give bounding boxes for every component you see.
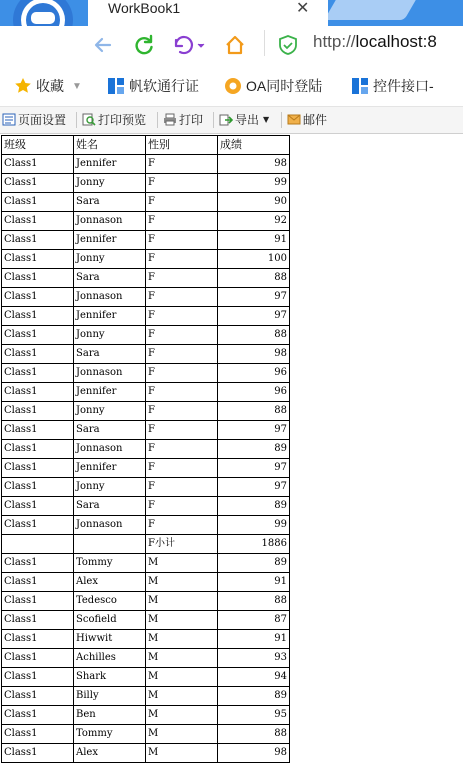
cell-name[interactable]: Hiwwit [74, 630, 146, 649]
table-header-row [2, 136, 290, 155]
cell-name[interactable]: Jennifer [74, 383, 146, 402]
table-row [2, 535, 290, 554]
cell-score[interactable]: 97 [218, 307, 290, 326]
cell-class[interactable]: Class1 [2, 307, 74, 326]
cell-class[interactable]: Class1 [2, 402, 74, 421]
security-shield-icon[interactable] [277, 34, 299, 56]
cell-name[interactable]: Sara [74, 193, 146, 212]
tab-close-icon[interactable]: ✕ [296, 0, 310, 17]
table-row [2, 478, 290, 497]
cell-gender[interactable]: F [146, 459, 218, 478]
cell-gender[interactable]: M [146, 687, 218, 706]
cell-name[interactable]: Jennifer [74, 231, 146, 250]
cell-score[interactable]: 89 [218, 440, 290, 459]
cell-gender[interactable]: F [146, 307, 218, 326]
cell-gender[interactable]: M [146, 649, 218, 668]
table-row [2, 364, 290, 383]
bookmark-label: 控件接口- [373, 78, 434, 94]
cell-gender[interactable]: F [146, 212, 218, 231]
cell-name[interactable]: Jonny [74, 174, 146, 193]
cell-gender[interactable]: F [146, 440, 218, 459]
cell-gender[interactable]: F [146, 497, 218, 516]
cell-score[interactable]: 97 [218, 478, 290, 497]
cell-score[interactable]: 98 [218, 155, 290, 174]
print-preview-icon [82, 113, 96, 126]
table-row [2, 174, 290, 193]
mail-button[interactable] [287, 111, 327, 128]
url-field[interactable] [313, 32, 437, 52]
export-label: 导出 [235, 113, 260, 127]
cell-score[interactable]: 97 [218, 459, 290, 478]
table-row [2, 725, 290, 744]
cell-class[interactable]: Class1 [2, 687, 74, 706]
chevron-down-icon: ▼ [263, 115, 270, 124]
cell-gender[interactable]: F [146, 326, 218, 345]
cell-class[interactable]: Class1 [2, 364, 74, 383]
cell-class[interactable]: Class1 [2, 250, 74, 269]
cell-gender[interactable]: F [146, 364, 218, 383]
cell-name[interactable]: Jonnason [74, 516, 146, 535]
print-preview-button[interactable] [82, 111, 146, 128]
cell-score[interactable]: 93 [218, 649, 290, 668]
cell-score[interactable]: 88 [218, 269, 290, 288]
table-row [2, 307, 290, 326]
cell-score[interactable]: 89 [218, 497, 290, 516]
cell-class[interactable]: Class1 [2, 383, 74, 402]
table-row [2, 155, 290, 174]
cell-name[interactable]: Sara [74, 497, 146, 516]
bookmark-favorites[interactable] [14, 76, 82, 96]
cell-gender[interactable]: F [146, 478, 218, 497]
page-setup-icon [2, 113, 16, 126]
cell-name[interactable]: Alex [74, 573, 146, 592]
refresh-icon[interactable] [133, 34, 155, 56]
cell-gender[interactable]: F [146, 383, 218, 402]
toolbar-divider [213, 112, 214, 128]
cell-score[interactable]: 96 [218, 383, 290, 402]
table-row [2, 269, 290, 288]
table-row [2, 611, 290, 630]
header-class: 班级 [2, 136, 74, 155]
cell-class[interactable]: Class1 [2, 174, 74, 193]
undo-icon[interactable] [172, 34, 206, 56]
cell-gender[interactable]: M [146, 744, 218, 763]
cell-class[interactable]: Class1 [2, 497, 74, 516]
cell-class[interactable]: Class1 [2, 592, 74, 611]
cell-name[interactable]: Jonny [74, 250, 146, 269]
cell-score[interactable]: 89 [218, 554, 290, 573]
print-button[interactable] [163, 111, 203, 128]
cell-class[interactable]: Class1 [2, 630, 74, 649]
table-row [2, 421, 290, 440]
table-row [2, 573, 290, 592]
cell-score[interactable]: 88 [218, 725, 290, 744]
cell-score[interactable]: 95 [218, 706, 290, 725]
cell-score[interactable]: 91 [218, 231, 290, 250]
cell-class[interactable]: Class1 [2, 326, 74, 345]
cell-gender[interactable]: M [146, 611, 218, 630]
table-row [2, 497, 290, 516]
cell-name[interactable]: Jonnason [74, 364, 146, 383]
cell-name[interactable]: Jennifer [74, 155, 146, 174]
cell-gender[interactable]: F [146, 193, 218, 212]
cell-class[interactable]: Class1 [2, 649, 74, 668]
bookmark-label: OA同时登陆 [246, 78, 323, 94]
star-icon [14, 77, 32, 95]
cell-score[interactable]: 100 [218, 250, 290, 269]
bookmark-label: 帆软通行证 [129, 78, 199, 94]
url-host: localhost:8 [355, 32, 437, 51]
cell-name[interactable]: Jonny [74, 326, 146, 345]
cell-gender[interactable]: F [146, 250, 218, 269]
cell-score[interactable]: 87 [218, 611, 290, 630]
cell-class[interactable]: Class1 [2, 345, 74, 364]
cell-gender[interactable]: M [146, 592, 218, 611]
back-arrow-icon[interactable] [92, 34, 114, 56]
cell-name[interactable]: Jonnason [74, 440, 146, 459]
cell-score[interactable]: 88 [218, 326, 290, 345]
address-separator [264, 30, 265, 56]
report-table [1, 135, 290, 763]
cell-name[interactable]: Sara [74, 421, 146, 440]
cell-gender[interactable]: F小计 [146, 535, 218, 554]
table-row [2, 516, 290, 535]
finereport-icon [107, 77, 125, 95]
export-icon [219, 113, 233, 126]
cell-name[interactable]: Sara [74, 269, 146, 288]
table-row [2, 440, 290, 459]
cell-class[interactable]: Class1 [2, 459, 74, 478]
cell-score[interactable]: 98 [218, 345, 290, 364]
header-score: 成绩 [218, 136, 290, 155]
cell-class[interactable]: Class1 [2, 573, 74, 592]
new-tab-button[interactable] [324, 0, 416, 20]
cell-score[interactable]: 99 [218, 174, 290, 193]
cell-name[interactable]: Alex [74, 744, 146, 763]
table-row [2, 668, 290, 687]
cell-class[interactable]: Class1 [2, 706, 74, 725]
cell-score[interactable]: 97 [218, 421, 290, 440]
cell-gender[interactable]: F [146, 155, 218, 174]
cell-name[interactable]: Jennifer [74, 459, 146, 478]
cell-name[interactable]: Shark [74, 668, 146, 687]
cell-class[interactable]: Class1 [2, 440, 74, 459]
cell-name[interactable]: Scofield [74, 611, 146, 630]
cell-name[interactable]: Billy [74, 687, 146, 706]
cell-class[interactable]: Class1 [2, 516, 74, 535]
bookmark-oa-login[interactable] [224, 76, 322, 96]
cell-score[interactable]: 92 [218, 212, 290, 231]
cell-gender[interactable]: F [146, 421, 218, 440]
cell-name[interactable]: Tedesco [74, 592, 146, 611]
chevron-down-icon[interactable]: ▼ [72, 80, 82, 92]
print-label: 打印 [179, 113, 204, 127]
cell-name[interactable]: Ben [74, 706, 146, 725]
cell-name[interactable]: Tommy [74, 554, 146, 573]
bookmark-widget-api[interactable] [351, 76, 434, 96]
oa-icon [224, 77, 242, 95]
page-setup-button[interactable] [2, 111, 66, 128]
table-row [2, 326, 290, 345]
cell-name[interactable]: Jonny [74, 478, 146, 497]
print-preview-label: 打印预览 [98, 113, 147, 127]
table-row [2, 554, 290, 573]
cell-name[interactable]: Sara [74, 345, 146, 364]
table-row [2, 402, 290, 421]
cell-name[interactable] [74, 535, 146, 554]
cell-name[interactable]: Jonnason [74, 288, 146, 307]
cell-score[interactable]: 89 [218, 687, 290, 706]
cell-class[interactable]: Class1 [2, 611, 74, 630]
finereport-icon [351, 77, 369, 95]
cell-class[interactable]: Class1 [2, 231, 74, 250]
cell-gender[interactable]: F [146, 288, 218, 307]
table-row [2, 288, 290, 307]
cell-score[interactable]: 99 [218, 516, 290, 535]
page-setup-label: 页面设置 [18, 113, 67, 127]
cell-class[interactable]: Class1 [2, 744, 74, 763]
cell-gender[interactable]: F [146, 345, 218, 364]
table-row [2, 193, 290, 212]
cell-gender[interactable]: F [146, 402, 218, 421]
cell-gender[interactable]: M [146, 706, 218, 725]
toolbar-divider [157, 112, 158, 128]
table-row [2, 706, 290, 725]
cell-score[interactable]: 94 [218, 668, 290, 687]
export-button[interactable] [219, 111, 269, 128]
cell-class[interactable]: Class1 [2, 421, 74, 440]
mail-label: 邮件 [303, 113, 328, 127]
table-row [2, 383, 290, 402]
tab-title: WorkBook1 [108, 0, 181, 16]
url-protocol: http:// [313, 32, 356, 51]
cell-name[interactable]: Jennifer [74, 307, 146, 326]
table-row [2, 212, 290, 231]
table-row [2, 459, 290, 478]
home-icon[interactable] [224, 34, 246, 56]
cell-gender[interactable]: F [146, 174, 218, 193]
table-row [2, 687, 290, 706]
header-name: 姓名 [74, 136, 146, 155]
table-row [2, 592, 290, 611]
cell-gender[interactable]: F [146, 231, 218, 250]
cell-score[interactable]: 88 [218, 592, 290, 611]
toolbar-divider [281, 112, 282, 128]
cell-class[interactable]: Class1 [2, 212, 74, 231]
table-row [2, 231, 290, 250]
cell-class[interactable]: Class1 [2, 155, 74, 174]
cell-gender[interactable]: M [146, 630, 218, 649]
table-row [2, 630, 290, 649]
toolbar-divider [76, 112, 77, 128]
cell-class[interactable]: Class1 [2, 478, 74, 497]
cell-score[interactable]: 91 [218, 573, 290, 592]
bookmark-label: 收藏 [36, 78, 64, 94]
cell-class[interactable]: Class1 [2, 288, 74, 307]
cell-class[interactable] [2, 535, 74, 554]
cell-score[interactable]: 96 [218, 364, 290, 383]
cell-score[interactable]: 97 [218, 288, 290, 307]
cell-gender[interactable]: M [146, 554, 218, 573]
cell-gender[interactable]: M [146, 725, 218, 744]
table-row [2, 345, 290, 364]
cell-name[interactable]: Tommy [74, 725, 146, 744]
cell-gender[interactable]: M [146, 573, 218, 592]
cell-class[interactable]: Class1 [2, 725, 74, 744]
header-gender: 性别 [146, 136, 218, 155]
printer-icon [163, 113, 177, 126]
cell-score[interactable]: 88 [218, 402, 290, 421]
cell-class[interactable]: Class1 [2, 269, 74, 288]
cell-class[interactable]: Class1 [2, 668, 74, 687]
cell-class[interactable]: Class1 [2, 554, 74, 573]
table-row [2, 649, 290, 668]
cell-score[interactable]: 98 [218, 744, 290, 763]
bookmark-finereport-pass[interactable] [107, 76, 199, 96]
table-row [2, 744, 290, 763]
cell-gender[interactable]: F [146, 269, 218, 288]
cell-name[interactable]: Jonnason [74, 212, 146, 231]
cell-name[interactable]: Achilles [74, 649, 146, 668]
cell-gender[interactable]: M [146, 668, 218, 687]
cell-score[interactable]: 90 [218, 193, 290, 212]
cell-class[interactable]: Class1 [2, 193, 74, 212]
cell-score[interactable]: 1886 [218, 535, 290, 554]
cell-name[interactable]: Jonny [74, 402, 146, 421]
table-row [2, 250, 290, 269]
cell-gender[interactable]: F [146, 516, 218, 535]
mail-icon [287, 113, 301, 126]
cell-score[interactable]: 91 [218, 630, 290, 649]
